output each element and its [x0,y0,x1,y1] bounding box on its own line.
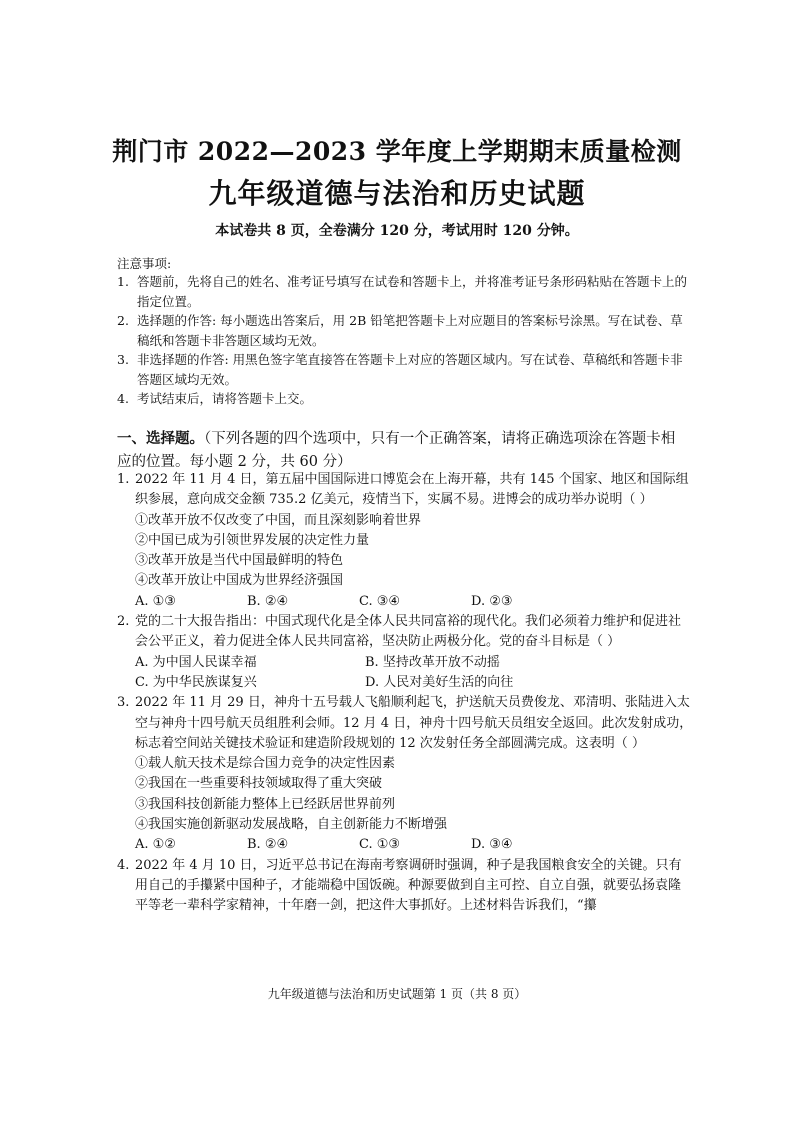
option-b: B. 坚持改革开放不动摇 [365,654,500,670]
question-number: 2. [117,614,130,630]
question-statement: ③改革开放是当代中国最鲜明的特色 [135,553,344,569]
question-statement: ④我国实施创新驱动发展战略，自主创新能力不断增强 [135,817,448,833]
notice-item-number: 1. [117,274,129,289]
section-instruction: （下列各题的四个选项中，只有一个正确答案，请将正确选项涂在答题卡相应的位置。每小题 2 分，共 60 分） [117,431,676,470]
question-number: 4. [117,857,130,873]
notice-item-text: 选择题的作答: 每小题选出答案后，用 2B 铅笔把答题卡上对应题目的答案标号涂黑。写在试卷、草稿纸和答题卡非答题区域均无效。 [137,313,683,348]
question-1 [117,470,693,511]
option-b: B. ②④ [247,837,289,853]
option-c: C. 为中华民族谋复兴 [135,674,257,690]
question-list [117,470,693,917]
question-stem: 2022 年 4 月 10 日，习近平总书记在海南考察调研时强调，种子是我国粮食安全的关键。只有用自己的手攥紧中国种子，才能端稳中国饭碗。种源要做到自主可控、自立自强，就要弘扬袁隆平等老一辈科学家精神，十年磨一剑，把这件大事抓好。上述材料告诉我们，“攥 [135,857,682,914]
page-footer: 九年级道德与法治和历史试题第 1 页（共 8 页） [267,987,527,1001]
question-number: 3. [117,695,130,711]
question-4 [117,856,693,917]
notice-item-number: 4. [117,391,129,406]
notice-item-text: 考试结束后，请将答题卡上交。 [137,391,313,406]
option-c: C. ①③ [359,837,401,853]
notice-item [117,311,687,350]
question-number: 1. [117,472,130,487]
section-heading [117,427,687,474]
option-d: D. 人民对美好生活的向往 [365,674,514,690]
question-stem: 2022 年 11 月 4 日，第五届中国国际进口博览会在上海开幕，共有 145 个国家、地区和国际组织参展，意向成交金额 735.2 亿美元，疫情当下，实属不易。进博会的成功举办说明（ ） [135,472,689,508]
option-c: C. ③④ [359,593,401,609]
option-a: A. 为中国人民谋幸福 [135,654,257,670]
notice-item [117,350,687,389]
answer-options [117,653,693,673]
notice-list [117,272,687,409]
option-a: A. ①② [135,837,176,853]
option-a: A. ①③ [135,593,176,609]
question-2 [117,612,693,653]
notice-heading: 注意事项: [117,256,172,271]
question-statement: ②我国在一些重要科技领域取得了重大突破 [135,776,383,792]
exam-info: 本试卷共 8 页，全卷满分 120 分，考试用时 120 分钟。 [215,223,579,239]
answer-options [117,592,693,612]
question-3 [117,693,693,754]
answer-options [117,835,693,855]
question-statement: ②中国已成为引领世界发展的决定性力量 [135,532,370,548]
question-statement: ①改革开放不仅改变了中国，而且深刻影响着世界 [135,512,422,528]
question-statement: ③我国科技创新能力整体上已经跃居世界前列 [135,796,396,812]
notice-item-text: 答题前，先将自己的姓名、准考证号填写在试卷和答题卡上，并将准考证号条形码粘贴在答题卡上的指定位置。 [137,274,688,309]
question-stem: 2022 年 11 月 29 日，神舟十五号载人飞船顺利起飞，护送航天员费俊龙、邓清明、张陆进入太空与神舟十四号航天员组胜利会师。12 月 4 日，神舟十四号航天员组安全返回。此次发射成功，标志着空间站关键技术验证和建造阶段规划的 12 次发射任务全部圆满完成。这表明（ ） [135,695,693,751]
notice-item-number: 2. [117,313,129,328]
option-d: D. ②③ [471,593,513,609]
option-d: D. ③④ [471,837,513,853]
question-statement: ④改革开放让中国成为世界经济强国 [135,573,344,589]
question-statement: ①载人航天技术是综合国力竞争的决定性因素 [135,756,396,772]
notice-item [117,389,687,409]
section-title: 一、选择题。 [117,430,204,447]
option-b: B. ②④ [247,593,289,609]
notice-item-text: 非选择题的作答: 用黑色签字笔直接答在答题卡上对应的答题区域内。写在试卷、草稿纸和答题卡非答题区域均无效。 [137,352,683,387]
exam-title: 荆门市 2022—2023 学年度上学期期末质量检测 [112,137,682,166]
exam-subject-title: 九年级道德与法治和历史试题 [208,177,586,210]
notice-item [117,272,687,311]
question-stem: 党的二十大报告指出：中国式现代化是全体人民共同富裕的现代化。我们必须着力维护和促进社会公平正义，着力促进全体人民共同富裕，坚决防止两极分化。党的奋斗目标是（ ） [135,614,682,650]
notice-item-number: 3. [117,352,129,367]
answer-options [117,673,693,693]
